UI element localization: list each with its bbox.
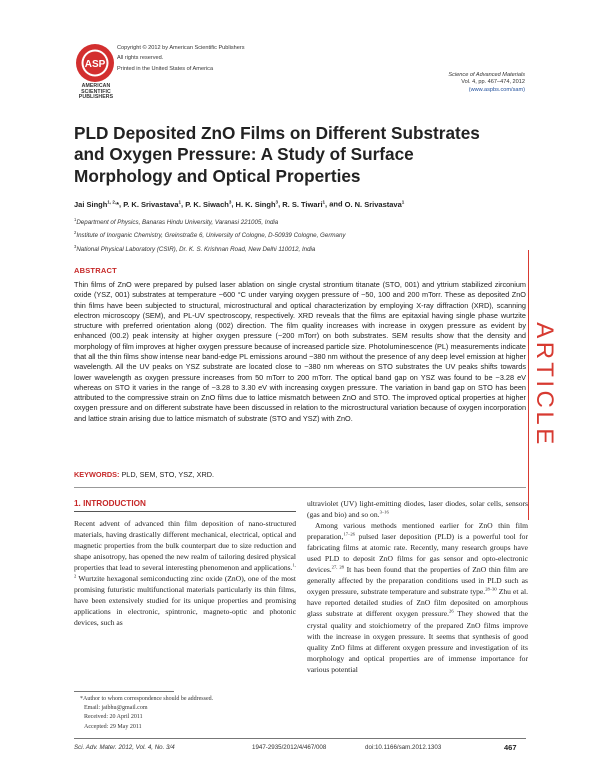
left-column-text <box>74 518 296 628</box>
keywords <box>74 470 526 479</box>
right-paragraph-2: Among various methods mentioned earlier for ZnO thin film preparation,$^{17-26}$ pulsed laser deposition (PLD) is a powerful tool for fabricating films at atomic rate. Recently, many research groups have used PLD to deposit ZnO films for gas sensor and opto-electronic devices.$^{27, 28}$ It has been found that the properties of ZnO thin film are generally affected by the preparation conditions used in PLD such as oxygen pressure, substrate temperature and substrate type.$^{28-30}$ Zhu et al. have reported detailed studies of ZnO film deposited on amorphous glass substrate at different oxygen pressure.$^{26}$ They showed that the crystal quality and stoichiometry of the prepared ZnO films improve with the increase in oxygen pressure. It seems that synthesis of good quality ZnO films at different oxygen pressure and investigation of its morphology and optical properties are of immense importance for various potential <box>307 521 529 674</box>
author: P. K. Srivastava$^1$ <box>123 199 182 209</box>
journal-info <box>448 72 525 94</box>
page-number: 467 <box>504 743 517 752</box>
footer-rule <box>74 738 526 739</box>
footnote-accepted: Accepted: 29 May 2011 <box>84 723 142 730</box>
citation: 27, 28 <box>331 564 344 570</box>
footnote-rule <box>74 691 174 692</box>
copyright-notice <box>117 43 245 74</box>
footer-issn: 1947-2935/2012/4/467/008 <box>252 744 327 751</box>
paper-title <box>74 123 534 187</box>
title-line: and Oxygen Pressure: A Study of Surface <box>74 144 414 165</box>
affiliation-list <box>74 215 544 255</box>
logo-caption <box>68 84 124 101</box>
rights-line: All rights reserved. <box>117 55 164 62</box>
citation: 28–30 <box>485 586 497 592</box>
footnote-received: Received: 20 April 2011 <box>84 714 143 721</box>
logo-caption-line: AMERICAN <box>81 83 111 89</box>
title-line: Morphology and Optical Properties <box>74 165 361 186</box>
keywords-list: PLD, SEM, STO, YSZ, XRD. <box>121 470 215 479</box>
footer-journal-ref: Sci. Adv. Mater. 2012, Vol. 4, No. 3/4 <box>74 744 175 751</box>
affiliation: $^2$Institute of Inorganic Chemistry, Greinstraße 6, University of Cologne, D-50939 Cologne, Germany <box>74 230 346 240</box>
article-tab-label: ARTICLE <box>531 322 558 448</box>
logo-caption-line: SCIENTIFIC <box>81 88 111 95</box>
author-list: Jai Singh$^{1, 2,}$*, P. K. Srivastava$^1$, P. K. Siwach$^3$, H. K. Singh$^3$, R. S. Tiwari$^1$, and O. N. Srivastava$^1$ <box>74 199 405 209</box>
author: P. K. Siwach$^3$ <box>185 199 232 209</box>
affiliation: $^3$National Physical Laboratory (CSIR), Dr. K. S. Krishnan Road, New Delhi 110012, India <box>74 243 316 253</box>
footnote-author: *Author to whom correspondence should be addressed. <box>80 696 214 702</box>
article-side-tab <box>528 250 558 520</box>
journal-url-link[interactable]: (www.aspbs.com/sam) <box>468 86 525 93</box>
author: O. N. Srivastava$^1$ <box>344 199 405 209</box>
author: R. S. Tiwari$^1$ <box>282 199 326 209</box>
citation: 3–16 <box>379 509 389 515</box>
intro-paragraph-cont: Wurtzite hexagonal semiconducting zinc oxide (ZnO), one of the most promising futuristic multifunctional materials particularly its thin films, have been extensively studied for its unique properties and promising applications in electronic, spintronic, magneto-optic and photonic devices, such as <box>74 574 296 628</box>
right-column-text <box>307 498 528 675</box>
citation: 17–26 <box>343 531 355 537</box>
heading-rule <box>74 511 296 512</box>
asp-logo-icon <box>75 43 115 83</box>
author: Jai Singh$^{1, 2,}$* <box>74 199 120 209</box>
introduction-heading: 1. INTRODUCTION <box>74 499 146 508</box>
right-paragraph-1: ultraviolet (UV) light-emitting diodes, laser diodes, solar cells, sensors (gas and bio) and so on.$^{3-16}$ <box>307 499 528 520</box>
footnote-email[interactable]: Email: jaibhu@gmail.com <box>84 705 148 712</box>
journal-volume: Vol. 4, pp. 467–474, 2012 <box>461 79 525 86</box>
abstract-heading: ABSTRACT <box>74 266 117 275</box>
affiliation: $^1$Department of Physics, Banaras Hindu University, Varanasi 221005, India <box>74 217 279 227</box>
printed-line: Printed in the United States of America <box>117 65 214 72</box>
title-line: PLD Deposited ZnO Films on Different Substrates <box>74 123 480 143</box>
copyright-line: Copyright © 2012 by American Scientific Publishers <box>117 45 245 51</box>
citation: 26 <box>449 608 454 614</box>
footer-doi[interactable]: doi:10.1166/sam.2012.1303 <box>365 744 442 751</box>
author: H. K. Singh$^3$ <box>235 199 279 209</box>
keywords-label: KEYWORDS: <box>74 470 120 479</box>
journal-name: Science of Advanced Materials <box>448 72 525 78</box>
citation: 1, 2 <box>74 562 296 579</box>
logo-text: ASP <box>84 59 106 70</box>
publisher-logo <box>75 43 115 83</box>
section-divider <box>74 487 526 488</box>
correspondence-footnote <box>80 695 296 732</box>
intro-paragraph: Recent advent of advanced thin film deposition of nano-structured materials, having drastically different mechanical, electrical, optical and magnetic properties from the bulk counterpart due to size reduction and shape anisotropy, has opened the new realm of tailoring desired physical properties that lead to several interesting phenomenon and applications. <box>74 519 296 573</box>
logo-caption-line: PUBLISHERS <box>78 94 114 101</box>
abstract-body: Thin films of ZnO were prepared by pulsed laser ablation on single crystal strontium titanate (STO, 001) and yttrium stabilized zirconium oxide (YSZ, 001) substrates at temperature ~600 °C under varying oxygen pressure of ~50, 100 and 200 mTorr. These as deposited ZnO thin films have been subjected to structural, microstructural and optical characterization by employing X-ray diffraction (XRD), scanning electron microscopy (SEM), and PL-UV spectroscopy, respectively. XRD reveals that the films are epitaxial having single phase wurtzite structure with preferred orientation along (002) direction. The film quality increases with increase in oxygen pressure as evident by enhanced (00.2) peak intensity at higher oxygen pressure (~200 mTorr) on both substrates. SEM results show that the density and morphology of film improves at higher oxygen pressure because of increased particle size. Photoluminescence (PL) measurements indicate that all the thin films show intense near band-edge PL emissions around ~380 nm without the presence of any deep level emission at higher wavelength. All the UV peaks on YSZ substrate are located close to ~380 nm whereas on STO substrates the UV peaks shifts towards lower wavelength as oxygen pressure increases from 50 mTorr to 200 mTorr. The optical band gap on YSZ was found to be ~3.28 eV whereas on STO it varies in the range of ~3.28 to 3.30 eV with increasing oxygen pressure. The variation in band gap on STO has been attributed to the compressive strain on ZnO films due to lattice mismatch between ZnO and STO. The improved optical properties at higher oxygen pressure and on different substrate have been discussed in relation to the microstructural variation because of oxygen incorporation and lattice strain arising due to lattice mismatch of substrate (STO and YSZ) with ZnO. <box>74 280 526 423</box>
